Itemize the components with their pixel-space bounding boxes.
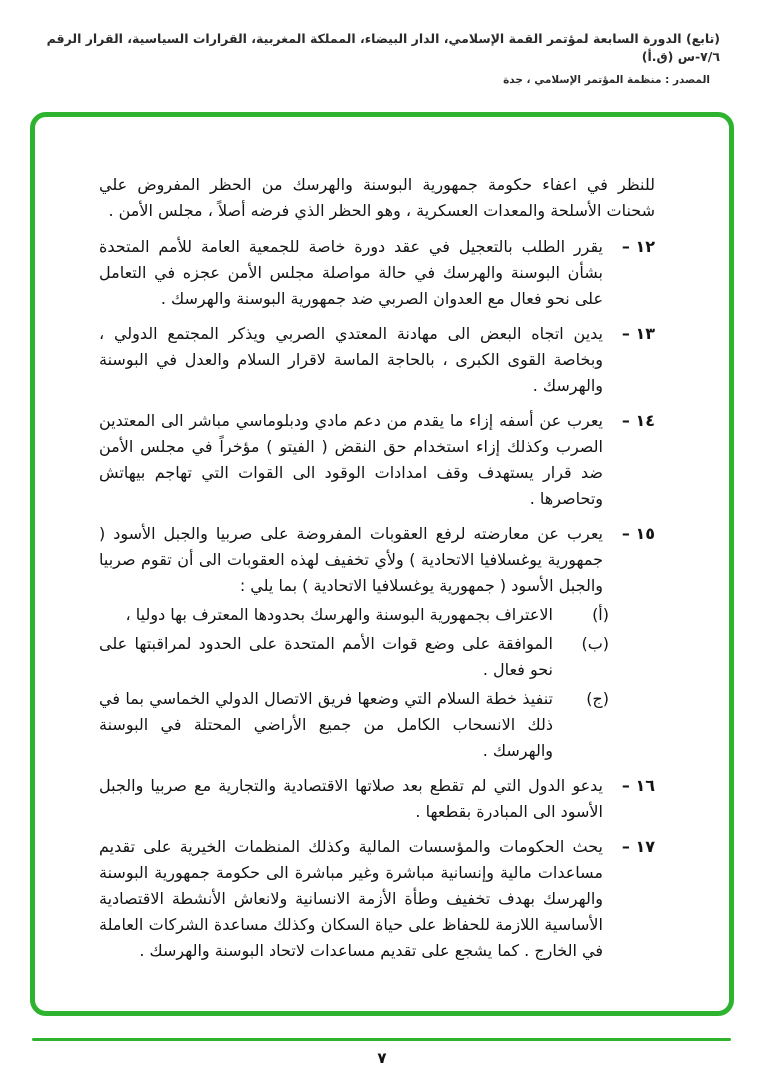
document-body	[35, 117, 729, 1011]
subitem-list	[99, 602, 609, 764]
item-text: يقرر الطلب بالتعجيل في عقد دورة خاصة للجمعية العامة للأمم المتحدة بشأن البوسنة والهرسك في حالة مواصلة مجلس الأمن عجزه في التعامل على نحو فعال مع العدوان الصربي ضد جمهورية البوسنة والهرسك .	[99, 237, 603, 308]
paragraph-intro: للنظر في اعفاء حكومة جمهورية البوسنة والهرسك من الحظر المفروض علي شحنات الأسلحة والمعدات العسكرية ، وهو الحظر الذي فرضه أصلاً ، مجلس الأمن .	[99, 175, 655, 220]
subitem-text: الاعتراف بجمهورية البوسنة والهرسك بحدودها المعترف بها دوليا ،	[125, 605, 553, 624]
list-item	[99, 321, 655, 399]
footer-rule	[32, 1038, 731, 1041]
item-number: ١٢ –	[621, 237, 655, 256]
item-text: يدعو الدول التي لم تقطع بعد صلاتها الاقتصادية والتجارية مع صربيا والجبل الأسود الى المبادرة بقطعها .	[99, 776, 603, 821]
list-item	[99, 408, 655, 512]
item-row	[99, 321, 655, 399]
subitem-text: تنفيذ خطة السلام التي وضعها فريق الاتصال الدولي الخماسي بما في ذلك الانسحاب الكامل من جميع الأراضي المحتلة في البوسنة والهرسك .	[99, 689, 553, 760]
header-title: (تابع) الدورة السابعة لمؤتمر القمة الإسلامي، الدار البيضاء، المملكة المغربية، القرارات السياسية، القرار الرقم ٧/٦-س (ق.أ)	[46, 31, 720, 64]
item-text: يدين اتجاه البعض الى مهادنة المعتدي الصربي ويذكر المجتمع الدولي ، وبخاصة القوى الكبرى ، بالحاجة الماسة لاقرار السلام والعدل في البوسنة والهرسك .	[99, 324, 603, 395]
item-number: ١٥ –	[621, 524, 655, 543]
item-number: ١٧ –	[621, 837, 655, 856]
list-item	[99, 521, 655, 764]
item-number: ١٦ –	[621, 776, 655, 795]
page-number: ٧	[377, 1049, 387, 1067]
subitem	[99, 631, 609, 683]
subitem	[99, 686, 609, 764]
item-row	[99, 521, 655, 599]
item-row	[99, 408, 655, 512]
content-frame	[30, 112, 734, 1016]
list-item	[99, 234, 655, 312]
subitem-label: (ب)	[581, 634, 609, 653]
item-text: يعرب عن معارضته لرفع العقوبات المفروضة على صربيا والجبل الأسود ( جمهورية يوغسلافيا الاتحادية ) ولأي تخفيف لهذه العقوبات الى أن تقوم صربيا والجبل الأسود ( جمهورية يوغسلافيا الاتحادية ) بما يلي :	[99, 524, 603, 595]
item-row	[99, 834, 655, 964]
list-item	[99, 773, 655, 825]
subitem-text: الموافقة على وضع قوات الأمم المتحدة على الحدود لمراقبتها على نحو فعال .	[99, 634, 553, 679]
item-row	[99, 234, 655, 312]
page-header	[40, 30, 720, 86]
item-number: ١٣ –	[621, 324, 655, 343]
subitem-label: (أ)	[592, 605, 609, 624]
item-text: يحث الحكومات والمؤسسات المالية وكذلك المنظمات الخيرية على تقديم مساعدات مالية وإنسانية مباشرة وغير مباشرة الى حكومة جمهورية البوسنة والهرسك بهدف تخفيف وطأة الأزمة الانسانية ولانعاش الأنشطة الاقتصادية الأساسية اللازمة للحفاظ على حياة السكان وكذلك مساعدة الشركات العاملة في الخارج . كما يشجع على تقديم مساعدات لاتحاد البوسنة والهرسك .	[99, 837, 603, 960]
list-item	[99, 834, 655, 964]
item-row	[99, 773, 655, 825]
subitem	[99, 602, 609, 628]
item-text: يعرب عن أسفه إزاء ما يقدم من دعم مادي ودبلوماسي مباشر الى المعتدين الصرب وكذلك إزاء استخدام حق النقض ( الفيتو ) مؤخراً في مجلس الأمن ضد قرار يستهدف وقف امدادات الوقود الى القوات التي تهاجم بيهاتش وتحاصرها .	[99, 411, 603, 508]
item-number: ١٤ –	[621, 411, 655, 430]
header-source: المصدر : منظمة المؤتمر الإسلامي ، جدة	[503, 74, 710, 86]
subitem-label: (ج)	[586, 689, 609, 708]
